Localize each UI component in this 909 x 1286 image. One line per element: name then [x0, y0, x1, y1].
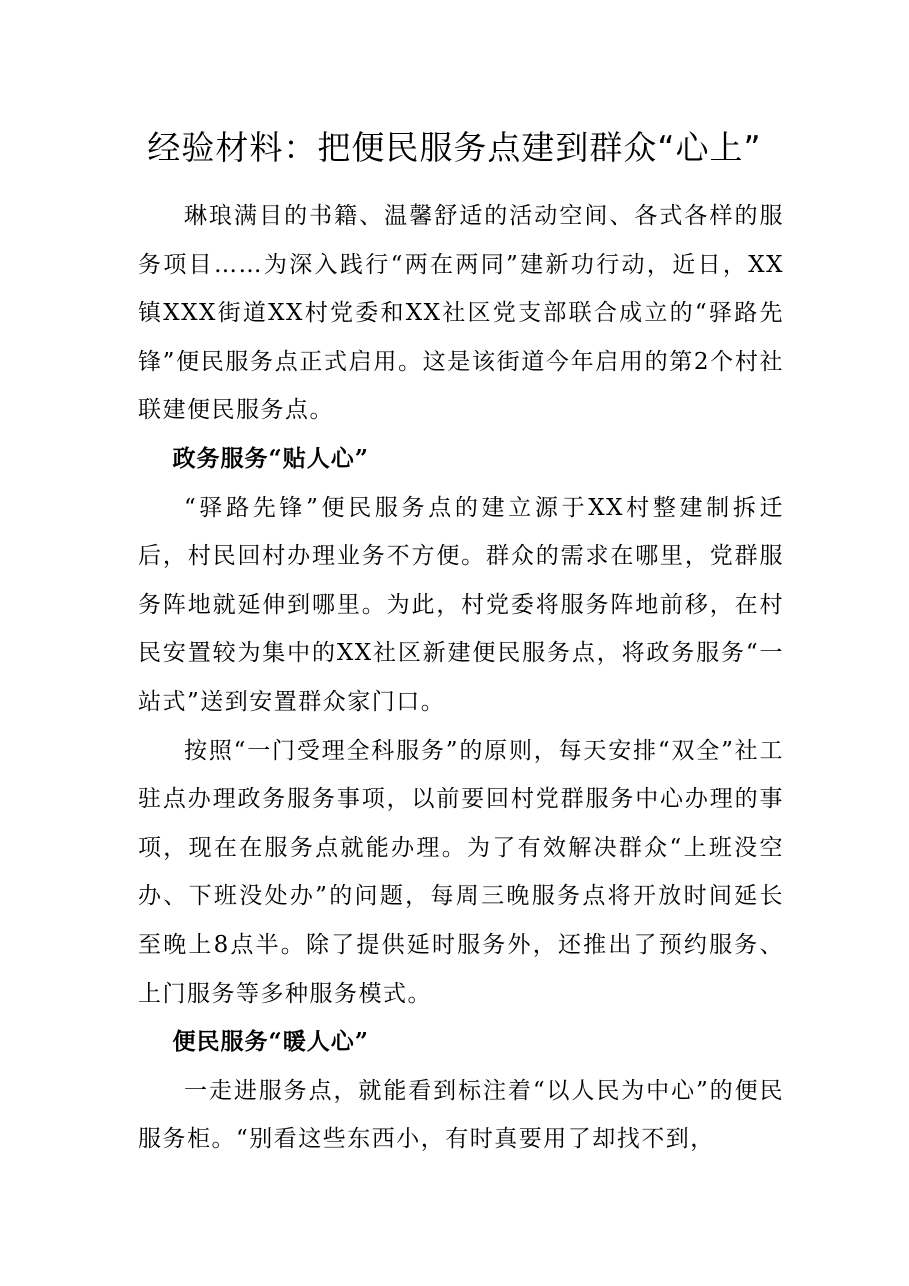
document-body	[138, 192, 784, 1164]
document-title: 经验材料：把便民服务点建到群众“心上”	[147, 128, 762, 167]
paragraph-service-origin: “驿路先锋”便民服务点的建立源于XX村整建制拆迁后，村民回村办理业务不方便。群众的需求在哪里，党群服务阵地就延伸到哪里。为此，村党委将服务阵地前移，在村民安置较为集中的XX社区新建便民服务点，将政务服务“一站式”送到安置群众家门口。	[138, 494, 784, 715]
paragraph-intro: 琳琅满目的书籍、温馨舒适的活动空间、各式各样的服务项目……为深入践行“两在两同”建新功行动，近日，XX镇XXX街道XX村党委和XX社区党支部联合成立的“驿路先锋”便民服务点正式启用。这是该街道今年启用的第2个村社联建便民服务点。	[138, 203, 784, 424]
paragraph-service-hours: 按照“一门受理全科服务”的原则，每天安排“双全”社工驻点办理政务服务事项，以前要回村党群服务中心办理的事项，现在在服务点就能办理。为了有效解决群众“上班没空办、下班没处办”的问题，每周三晚服务点将开放时间延长至晚上8点半。除了提供延时服务外，还推出了预约服务、上门服务等多种服务模式。	[138, 737, 784, 1007]
paragraph-service-cabinet: 一走进服务点，就能看到标注着“以人民为中心”的便民服务柜。“别看这些东西小，有时真要用了却找不到，	[138, 1077, 784, 1153]
subheading-government-service: 政务服务“贴人心”	[172, 444, 369, 472]
subheading-convenience-service: 便民服务“暖人心”	[172, 1028, 369, 1056]
